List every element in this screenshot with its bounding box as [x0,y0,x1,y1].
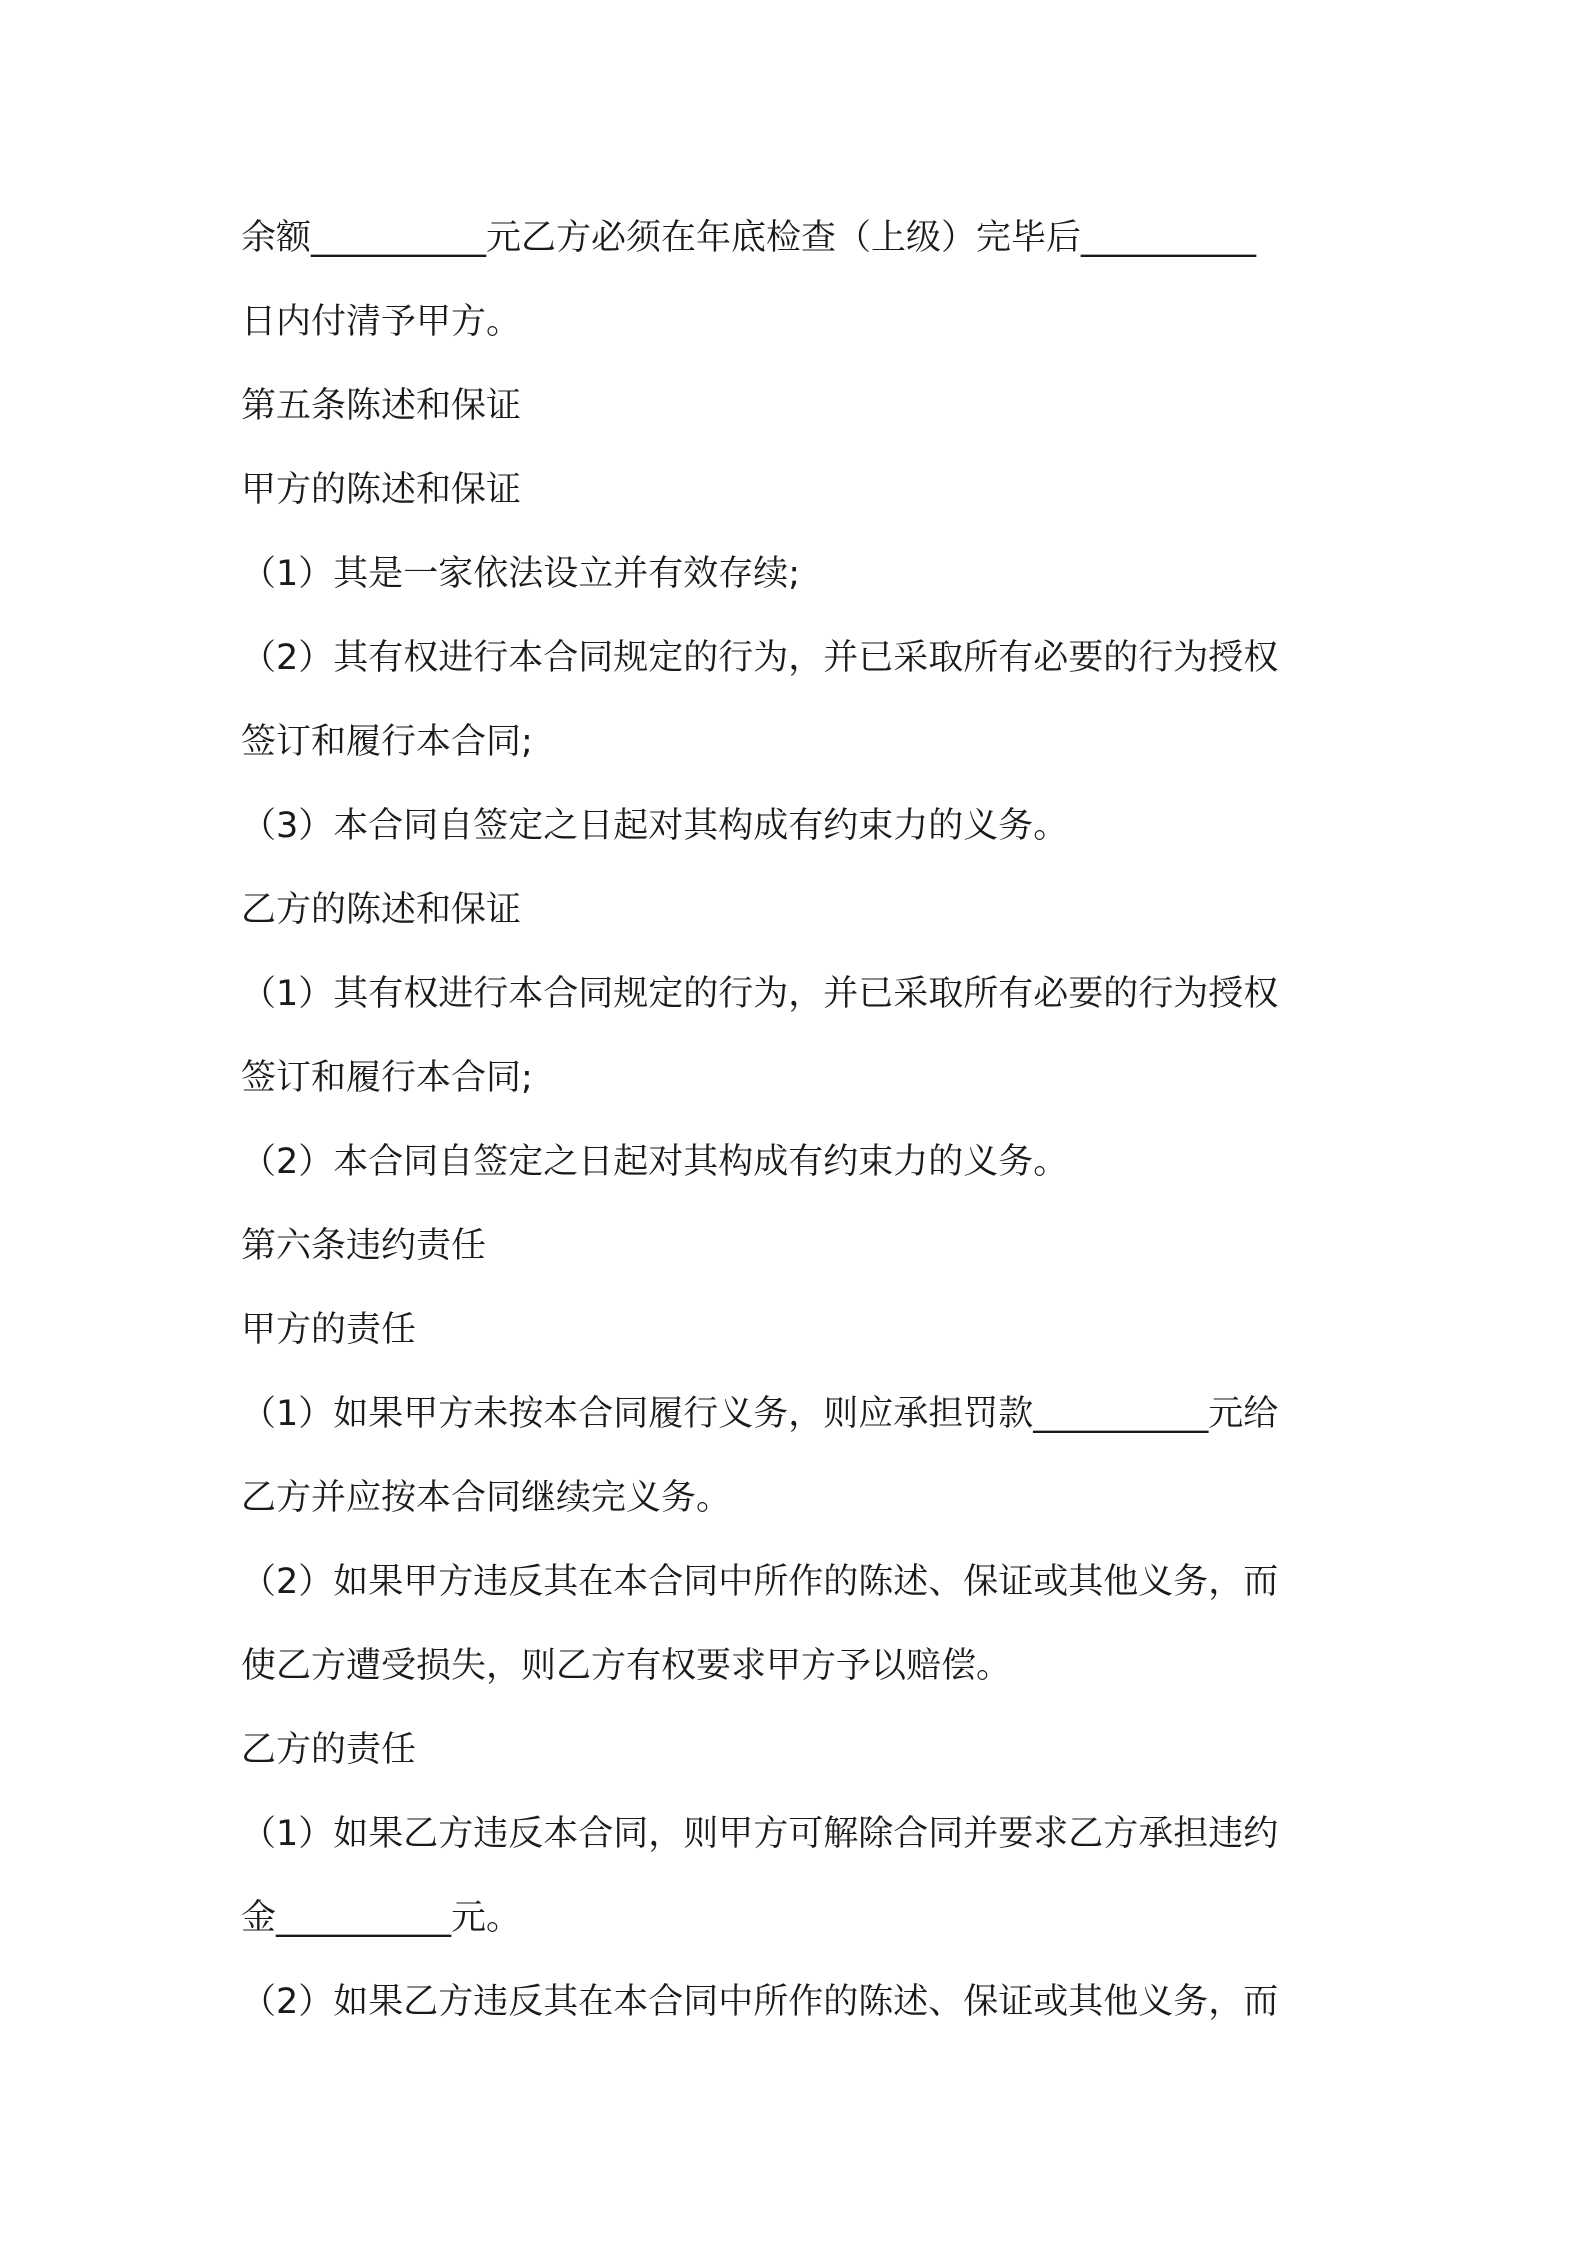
list-item [241,784,1351,868]
list-item [241,1540,1351,1624]
line-text: （3）本合同自签定之日起对其构成有约束力的义务。 [241,806,1069,846]
line-text: （1）如果甲方未按本合同履行义务，则应承担罚款__________元给 [241,1394,1279,1434]
document-body [241,196,1351,2044]
line-text: （1）其有权进行本合同规定的行为，并已采取所有必要的行为授权 [241,974,1279,1014]
line-text: （2）如果甲方违反其在本合同中所作的陈述、保证或其他义务，而 [241,1562,1279,1602]
line-text: 余额__________元乙方必须在年底检查（上级）完毕后__________ [241,218,1257,258]
paragraph-line [241,1036,1351,1120]
list-item [241,532,1351,616]
list-item [241,1120,1351,1204]
list-item [241,1960,1351,2044]
subsection-heading [241,1288,1351,1372]
line-text: 第六条违约责任 [241,1226,487,1266]
line-text: （1）如果乙方违反本合同，则甲方可解除合同并要求乙方承担违约 [241,1814,1279,1854]
line-text: 乙方的责任 [241,1730,417,1770]
paragraph-line [241,1624,1351,1708]
subsection-heading [241,448,1351,532]
line-text: （2）其有权进行本合同规定的行为，并已采取所有必要的行为授权 [241,638,1279,678]
line-text: 乙方的陈述和保证 [241,890,522,930]
list-item [241,1372,1351,1456]
line-text: （2）本合同自签定之日起对其构成有约束力的义务。 [241,1142,1069,1182]
line-text: 使乙方遭受损失，则乙方有权要求甲方予以赔偿。 [241,1646,1012,1686]
section-heading [241,1204,1351,1288]
line-text: （1）其是一家依法设立并有效存续; [241,554,801,594]
paragraph-line [241,1456,1351,1540]
line-text: 第五条陈述和保证 [241,386,522,426]
line-text: 甲方的责任 [241,1310,417,1350]
paragraph-line [241,196,1351,280]
line-text: 金__________元。 [241,1898,522,1938]
list-item [241,616,1351,700]
section-heading [241,364,1351,448]
paragraph-line [241,280,1351,364]
subsection-heading [241,868,1351,952]
line-text: 签订和履行本合同; [241,1058,533,1098]
line-text: 签订和履行本合同; [241,722,533,762]
line-text: 日内付清予甲方。 [241,302,522,342]
subsection-heading [241,1708,1351,1792]
paragraph-line [241,700,1351,784]
list-item [241,952,1351,1036]
line-text: 甲方的陈述和保证 [241,470,522,510]
line-text: 乙方并应按本合同继续完义务。 [241,1478,732,1518]
list-item [241,1792,1351,1876]
line-text: （2）如果乙方违反其在本合同中所作的陈述、保证或其他义务，而 [241,1982,1279,2022]
paragraph-line [241,1876,1351,1960]
